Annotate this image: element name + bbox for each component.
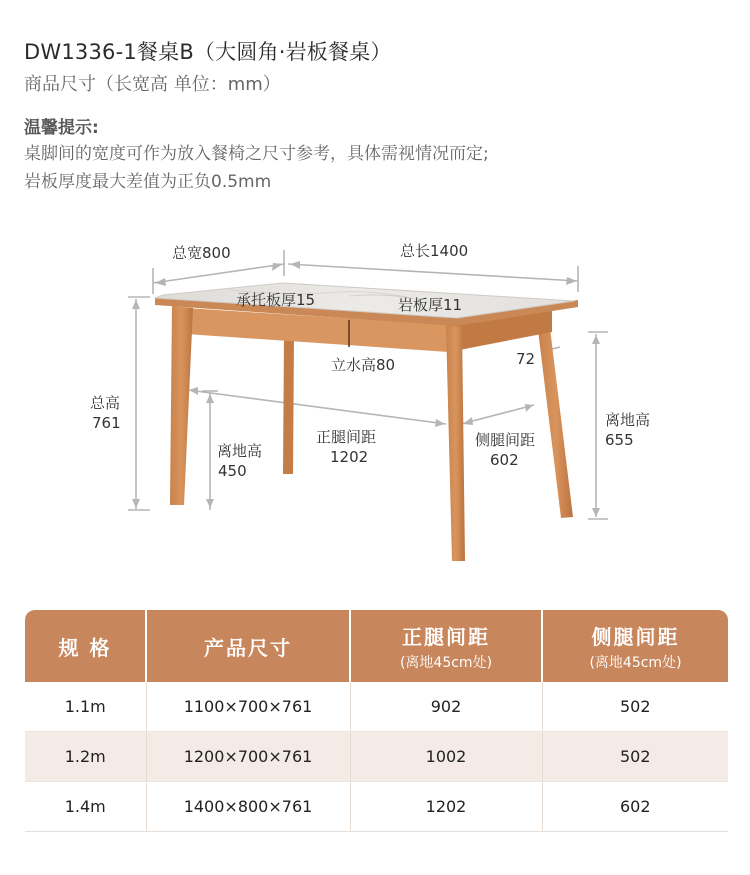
tip-line-2: 岩板厚度最大差值为正负0.5mm — [24, 172, 272, 192]
header-spec: 规 格 — [25, 610, 146, 682]
right-clearance-value: 655 — [605, 431, 634, 449]
product-size-subtitle: 商品尺寸（长宽高 单位：mm） — [24, 74, 281, 95]
front-leg-right — [446, 325, 465, 561]
front-leg-gap-value: 1202 — [330, 448, 369, 466]
cell-side-gap: 502 — [542, 732, 728, 782]
table-illustration — [155, 283, 578, 561]
table-row — [25, 782, 728, 832]
right-clearance-title: 离地高 — [605, 411, 651, 429]
header-front-leg-gap: 正腿间距 (离地45cm处) — [350, 610, 542, 682]
front-leg-left — [170, 306, 193, 505]
left-clearance-title: 离地高 — [217, 442, 263, 460]
side-leg-gap-value: 602 — [490, 451, 519, 469]
product-title: DW1336-1餐桌B（大圆角·岩板餐桌） — [24, 40, 392, 64]
cell-spec: 1.2m — [25, 732, 146, 782]
front-leg-gap-line — [188, 390, 446, 424]
apron-height-label: 立水高80 — [331, 356, 396, 374]
side-leg-gap-title: 侧腿间距 — [475, 431, 536, 449]
cell-front-gap: 1202 — [350, 782, 542, 832]
length-dimension-line — [288, 264, 578, 281]
back-leg-left — [283, 335, 294, 474]
table-row — [25, 682, 728, 732]
width-dimension-line — [153, 264, 284, 283]
cell-side-gap: 602 — [542, 782, 728, 832]
cell-size: 1400×800×761 — [146, 782, 350, 832]
header-side-leg-gap: 侧腿间距 (离地45cm处) — [542, 610, 728, 682]
apron-side-label: 72 — [516, 350, 536, 368]
total-length-label: 总长1400 — [400, 242, 469, 260]
cell-front-gap: 902 — [350, 682, 542, 732]
tip-line-1: 桌脚间的宽度可作为放入餐椅之尺寸参考，具体需视情况而定; — [24, 144, 489, 164]
spec-table — [25, 610, 728, 832]
total-height-title: 总高 — [90, 394, 121, 412]
total-width-label: 总宽800 — [172, 244, 231, 262]
cell-side-gap: 502 — [542, 682, 728, 732]
back-leg-right — [538, 328, 573, 518]
cell-spec: 1.4m — [25, 782, 146, 832]
total-height-value: 761 — [92, 414, 121, 432]
left-clearance-value: 450 — [218, 462, 247, 480]
tips-heading: 温馨提示: — [24, 118, 99, 138]
spec-table-header — [25, 610, 728, 682]
slab-thickness-label: 岩板厚11 — [398, 296, 463, 314]
support-thickness-label: 承托板厚15 — [236, 291, 316, 309]
cell-size: 1100×700×761 — [146, 682, 350, 732]
front-leg-gap-title: 正腿间距 — [316, 428, 377, 446]
table-row — [25, 732, 728, 782]
header-size: 产品尺寸 — [146, 610, 350, 682]
cell-spec: 1.1m — [25, 682, 146, 732]
cell-size: 1200×700×761 — [146, 732, 350, 782]
cell-front-gap: 1002 — [350, 732, 542, 782]
